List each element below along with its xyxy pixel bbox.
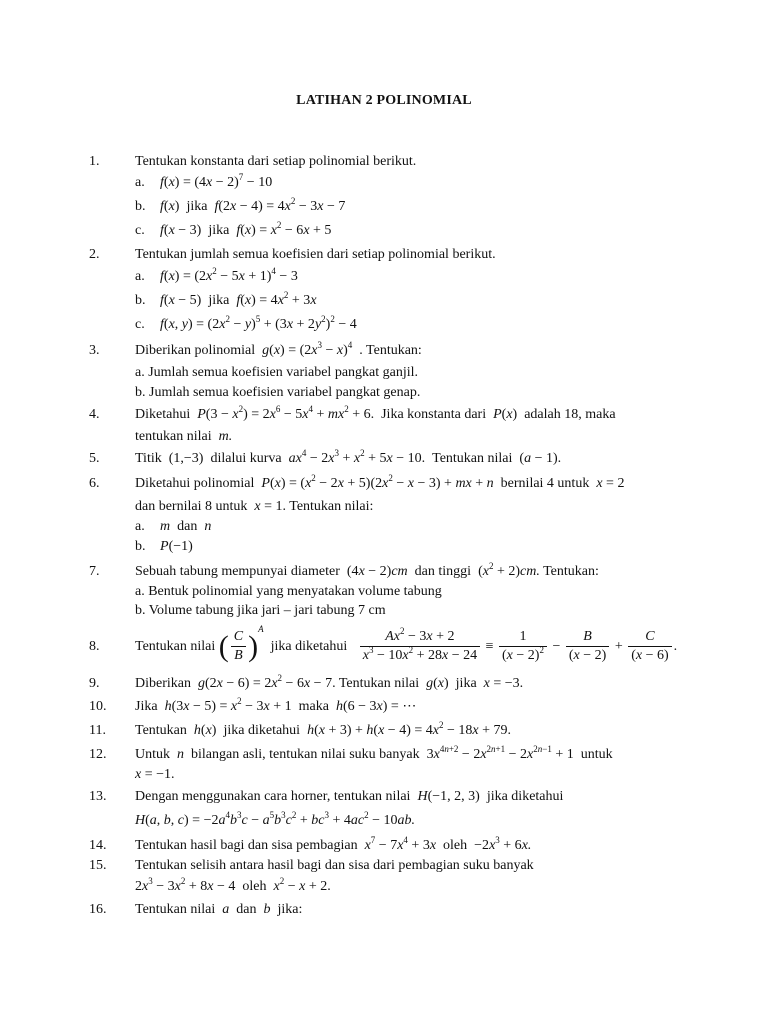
math-expression: $P(x) = (x^2 - 2x + 5)(2x^2 - x - 3)$ + mx + n <box>261 473 494 491</box>
sub-question: b. Volume tabung jika jari – jari tabung 7 cm <box>135 603 386 618</box>
question-text-mid: dan <box>236 902 257 917</box>
question-text-tail: jika diketahui <box>486 789 564 804</box>
math-expression: $ax^4 - 2x^3 + x^2 + 5x - 10$. <box>288 448 426 466</box>
math-expression: g(x) <box>426 676 449 691</box>
question-text: Diberikan polinomial <box>135 343 256 358</box>
question-text: Jika <box>135 699 158 714</box>
math-expression: $f(x) = (4x - 2)^7 - 10$ <box>160 172 273 190</box>
math-expression: (1,−3) <box>168 451 204 466</box>
question-text: Tentukan hasil bagi dan sisa pembagian <box>135 838 358 853</box>
math-expression: $h(3x - 5) = x^2 - 3x + 1$ <box>164 696 292 714</box>
question-text-mid: oleh <box>443 838 468 853</box>
question-text: tentukan nilai <box>135 429 212 444</box>
sub-question: a. Bentuk polinomial yang menyatakan volume tabung <box>135 584 442 599</box>
math-expression: m. <box>218 429 233 444</box>
option-letter: b. <box>135 539 146 554</box>
question-number: 3. <box>89 343 100 358</box>
question-number: 5. <box>89 451 100 466</box>
sub-question: b. Jumlah semua koefisien variabel pangkat genap. <box>135 385 421 400</box>
question-text-mid2: Tentukan nilai <box>432 451 513 466</box>
math-expression: ( $\frac{C}{B}$ )$^A$ <box>218 624 264 664</box>
math-expression: f(x) jika $f(2x - 4) = 4x^2 - 3x - 7$ <box>160 196 346 214</box>
math-expression: x = −3. <box>483 676 524 691</box>
math-expression: x = 1. <box>254 499 286 514</box>
math-expression: $(x^2 + 2)cm$. <box>478 561 540 579</box>
question-text: Tentukan jumlah semua koefisien dari setiap polinomial berikut. <box>135 247 496 262</box>
math-expression: (a − 1). <box>519 451 562 466</box>
question-text: Dengan menggunakan cara horner, tentukan nilai <box>135 789 411 804</box>
exercise-list: 1. Tentukan konstanta dari setiap polinomial berikut. a. $f(x) = (4x - 2)^7 - 10$ b. f(x) jika $f(2x - 4) = 4x^2 - 3x - 7$ c. f(x − 3) jika $f(x) = x^2 - 6x + 5$ 2. Tentukan jumlah semua koefisien dari setiap polinomial berikut. a. $f(x) = (2x^2 - 5x + 1)^4 - 3$ b. f(x − 5) jika $f(x) = 4x^2 + 3x$ c. f(x, $y) = (2x^2 - y)^5 + (3x + 2y^2)^2 - 4$ 3. Diberikan polinomial $g(x) = (2x^3 - x)^4$ . Tentukan: a. Jumlah semua koefisien variabel pangkat ganjil. b. Jumlah semua koefisien variabel pangkat genap. 4. Diketahui $P(3 - x^2) = 2x^6 - 5x^4 + mx^2 + 6$. Jika konstanta dari P(x) adalah 18, maka tentukan nilai m. 5. Titik (1,−3) dilalui kurva $ax^4 - 2x^3 + x^2 + 5x - 10$. Tentukan nilai (a − 1). 6. Diketahui polinomial $P(x) = (x^2 - 2x + 5)(2x^2 - x - 3)$ + mx + n bernilai 4 untuk x = 2 dan bernilai 8 untuk x = 1. Tentukan nilai: a. m dan n b. P(−1) 7. Sebuah tabung mempunyai diameter (4x − 2)cm dan tinggi $(x^2 + 2)cm$. Tentukan: a. Bentuk polinomial yang menyatakan volume tabung b. Volume tabung jika jari – jari tabung 7 cm 8. Tentukan nilai ( $\frac{C}{B}$ )$^A$ jika diketahui $\frac{Ax^2 - 3x + 2}{x^3 - 10x^2 + 28x - 24}$ ≡ $\frac{1}{(x - 2)^2}$ − $\frac{B}{(x - 2)}$ + $\frac{C}{(x - 6)}$ . 9. Diberikan $g(2x - 6) = 2x^2 - 6x - 7$. Tentukan nilai g(x) jika x = −3. 10. Jika $h(3x - 5) = x^2 - 3x + 1$ maka h(6 − 3x) = ⋯ 11. Tentukan h(x) jika diketahui $h(x + 3) + h(x - 4) = 4x^2 - 18x + 79$. 12. Untuk n bilangan asli, tentukan nilai suku banyak $3x^{4n+2} - 2x^{2n+1} - 2x^{2n-1} + 1$ untuk x = −1. 13. Dengan menggunakan cara horner, tentukan nilai H(−1, 2, 3) jika diketahui H(a, b, $c) = -2a^4b^3c - a^5b^3c^2 + bc^3 + 4ac^2 - 10ab$. 14. Tentukan hasil bagi dan sisa pembagian $x^7 - 7x^4 + 3x$ oleh $-2x^3 + 6x$. 15. Tentukan selisih antara hasil bagi dan sisa dari pembagian suku banyak $2x^3 - 3x^2 + 8x - 4$ oleh $x^2 - x + 2$. 16. Tentukan nilai a dan b jika: <box>89 154 678 917</box>
question-number: 16. <box>89 902 107 917</box>
math-expression: n <box>177 747 184 762</box>
question-number: 1. <box>89 154 100 169</box>
math-expression: P <box>493 407 502 422</box>
question-text-tail: . Tentukan: <box>359 343 422 358</box>
math-expression: $P(3 - x^2) = 2x^6 - 5x^4 + mx^2 + 6$. <box>197 404 375 422</box>
question-text-mid: Jika konstanta dari <box>381 407 487 422</box>
option-letter: b. <box>135 293 146 308</box>
math-expression: f(x − 3) jika $f(x) = x^2 - 6x + 5$ <box>160 220 332 238</box>
math-expression: $x^7 - 7x^4 + 3x$ <box>364 835 437 853</box>
option-letter: b. <box>135 199 146 214</box>
question-number: 4. <box>89 407 100 422</box>
question-text-mid: bernilai 4 untuk <box>500 476 590 491</box>
question-text: Diketahui <box>135 407 191 422</box>
question-text: Tentukan selisih antara hasil bagi dan sisa dari pembagian suku banyak <box>135 858 534 873</box>
math-expression: h(6 − 3x) = ⋯ <box>335 699 417 714</box>
question-text: Untuk <box>135 747 170 762</box>
math-expression: f(x − 5) jika $f(x) = 4x^2 + 3x$ <box>160 290 317 308</box>
question-text: Tentukan nilai <box>135 902 216 917</box>
page-title: LATIHAN 2 POLINOMIAL <box>296 93 472 108</box>
math-expression: x = 2 <box>596 476 625 491</box>
question-text-mid: dan tinggi <box>414 564 472 579</box>
math-expression: $g(x) = (2x^3 - x)^4$ <box>262 340 353 358</box>
question-number: 8. <box>89 639 100 654</box>
question-number: 12. <box>89 747 107 762</box>
math-expression: $h(x + 3) + h(x - 4) = 4x^2 - 18x + 79$. <box>307 720 511 738</box>
math-expression: $\frac{Ax^2 - 3x + 2}{x^3 - 10x^2 + 28x - 24}$ ≡ $\frac{1}{(x - 2)^2}$ − $\frac{B}{(x - 2)}$ + $\frac{C}{(x - 6)}$ . <box>358 639 677 654</box>
math-expression: x = −1. <box>135 767 175 782</box>
math-expression: $-2x^3 + 6x$. <box>474 835 532 853</box>
option-letter: a. <box>135 269 145 284</box>
question-text-mid: dilalui kurva <box>210 451 282 466</box>
question-text: Sebuah tabung mempunyai diameter <box>135 564 340 579</box>
math-expression: $3x^{4n+2} - 2x^{2n+1} - 2x^{2n-1} + 1$ <box>426 744 574 762</box>
math-expression: n <box>204 519 212 534</box>
option-text: dan <box>177 519 198 534</box>
option-letter: a. <box>135 519 145 534</box>
math-expression: f(x, $y) = (2x^2 - y)^5 + (3x + 2y^2)^2 - 4$ <box>160 314 357 332</box>
question-text-tail: untuk <box>580 747 613 762</box>
question-text-tail: Tentukan: <box>543 564 599 579</box>
option-letter: a. <box>135 175 145 190</box>
question-text: dan bernilai 8 untuk <box>135 499 248 514</box>
math-expression: P(−1) <box>160 539 193 554</box>
question-number: 10. <box>89 699 107 714</box>
math-expression: b <box>263 902 271 917</box>
question-number: 7. <box>89 564 100 579</box>
question-text-mid: maka <box>298 699 329 714</box>
math-expression: $x^2 - x + 2$. <box>273 876 331 894</box>
question-number: 14. <box>89 838 107 853</box>
question-text-mid: Tentukan nilai <box>338 676 420 691</box>
question-text: Diberikan <box>135 676 191 691</box>
math-expression: H(a, b, $c) = -2a^4b^3c - a^5b^3c^2 + bc^3 + 4ac^2 - 10ab$. <box>135 810 415 828</box>
question-text: Titik <box>135 451 162 466</box>
question-number: 6. <box>89 476 100 491</box>
question-text: Diketahui polinomial <box>135 476 255 491</box>
question-number: 11. <box>89 723 106 738</box>
question-text-mid2: jika <box>455 676 477 691</box>
math-expression: h(x) <box>193 723 217 738</box>
question-number: 13. <box>89 789 107 804</box>
math-expression: H(−1, 2, 3) <box>417 789 480 804</box>
question-text-tail: adalah 18, maka <box>524 407 616 422</box>
question-text-mid: oleh <box>242 879 267 894</box>
question-text: Tentukan nilai: <box>289 499 374 514</box>
question-text: Tentukan <box>135 723 187 738</box>
math-expression: $g(2x - 6) = 2x^2 - 6x - 7$. <box>197 673 336 691</box>
option-letter: c. <box>135 317 145 332</box>
question-number: 9. <box>89 676 100 691</box>
question-text-mid: jika diketahui <box>223 723 301 738</box>
math-expression: $2x^3 - 3x^2 + 8x - 4$ <box>135 876 236 894</box>
question-text: Tentukan nilai <box>135 639 216 654</box>
question-number: 2. <box>89 247 100 262</box>
math-expression: m <box>160 519 171 534</box>
question-text-mid: bilangan asli, tentukan nilai suku banyak <box>191 747 420 762</box>
question-text-tail: jika: <box>277 902 303 917</box>
sub-question: a. Jumlah semua koefisien variabel pangkat ganjil. <box>135 365 419 380</box>
question-text: Tentukan konstanta dari setiap polinomial berikut. <box>135 154 417 169</box>
math-expression: $f(x) = (2x^2 - 5x + 1)^4 - 3$ <box>160 266 298 284</box>
question-number: 15. <box>89 858 107 873</box>
math-expression: a <box>222 902 230 917</box>
option-letter: c. <box>135 223 145 238</box>
math-expression: (4x − 2)cm <box>346 564 408 579</box>
question-text-mid: jika diketahui <box>270 639 348 654</box>
